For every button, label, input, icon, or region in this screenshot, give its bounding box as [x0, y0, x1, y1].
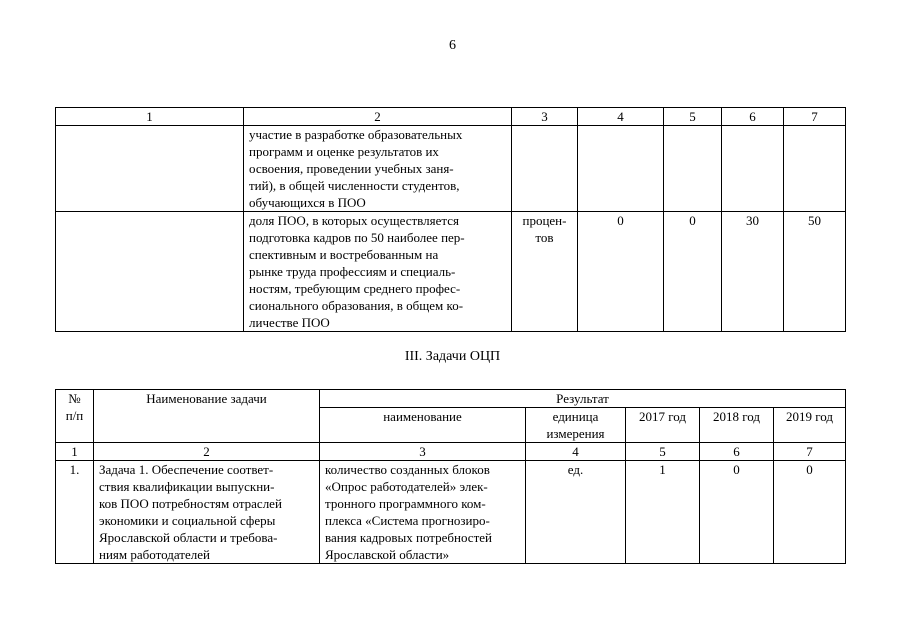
value-2018: 0	[700, 461, 774, 564]
text-line: вания кадровых потребностей	[325, 530, 492, 545]
value-cell: 30	[722, 212, 784, 332]
indicator-name	[244, 212, 512, 332]
text-line: плекса «Система прогнозиро-	[325, 513, 490, 528]
text-line: Ярославской области и требова-	[99, 530, 278, 545]
text-line: сионального образования, в общем ко-	[249, 298, 464, 313]
unit-cell	[512, 126, 578, 212]
empty-cell	[56, 212, 244, 332]
value-cell	[722, 126, 784, 212]
header-cell: 2	[244, 108, 512, 126]
text-line: подготовка кадров по 50 наиболее пер-	[249, 230, 465, 245]
header-year-2019: 2019 год	[774, 408, 846, 443]
header-cell: 7	[784, 108, 846, 126]
text-line: ков ПОО потребностям отраслей	[99, 496, 282, 511]
tasks-table	[55, 389, 846, 564]
header-year-2017: 2017 год	[626, 408, 700, 443]
text-line: личестве ПОО	[249, 315, 330, 330]
text-line: п/п	[65, 408, 84, 423]
header-cell: 3	[512, 108, 578, 126]
header-result: Результат	[320, 390, 846, 408]
table-row	[56, 212, 846, 332]
result-name	[320, 461, 526, 564]
unit-cell	[512, 212, 578, 332]
indicators-table-continuation	[55, 107, 846, 332]
text-line: Задача 1. Обеспечение соответ-	[99, 462, 274, 477]
header-task-name: Наименование задачи	[94, 390, 320, 443]
text-line: спективным и востребованным на	[249, 247, 439, 262]
empty-cell	[56, 126, 244, 212]
header-cell: 6	[722, 108, 784, 126]
text-line: освоения, проведении учебных заня-	[249, 161, 454, 176]
section-title: III. Задачи ОЦП	[404, 349, 501, 364]
page-number: 6	[449, 38, 456, 53]
text-line: участие в разработке образовательных	[249, 127, 463, 142]
table-row	[56, 461, 846, 564]
text-line: тов	[535, 230, 554, 245]
unit-cell: ед.	[526, 461, 626, 564]
header-number	[56, 390, 94, 443]
value-cell: 0	[664, 212, 722, 332]
header-unit	[526, 408, 626, 443]
column-number: 4	[526, 443, 626, 461]
text-line: обучающихся в ПОО	[249, 195, 366, 210]
text-line: количество созданных блоков	[325, 462, 490, 477]
text-line: рынке труда профессиям и специаль-	[249, 264, 456, 279]
text-line: №	[68, 391, 81, 406]
text-line: «Опрос работодателей» элек-	[325, 479, 488, 494]
text-line: единица	[552, 409, 599, 424]
indicator-name	[244, 126, 512, 212]
text-line: экономики и социальной сферы	[99, 513, 276, 528]
header-cell: 4	[578, 108, 664, 126]
text-line: программ и оценке результатов их	[249, 144, 439, 159]
row-number: 1.	[56, 461, 94, 564]
text-line: ствия квалификации выпускни-	[99, 479, 275, 494]
text-line: процен-	[522, 213, 567, 228]
text-line: тий), в общей численности студентов,	[249, 178, 460, 193]
column-numbers-row	[56, 443, 846, 461]
text-line: тронного программного ком-	[325, 496, 486, 511]
value-2019: 0	[774, 461, 846, 564]
text-line: ниям работодателей	[99, 547, 210, 562]
header-cell: 1	[56, 108, 244, 126]
column-number: 6	[700, 443, 774, 461]
value-cell: 50	[784, 212, 846, 332]
column-number: 2	[94, 443, 320, 461]
text-line: ностям, требующим среднего профес-	[249, 281, 461, 296]
table-header-row	[56, 390, 846, 408]
header-name: наименование	[320, 408, 526, 443]
column-number: 3	[320, 443, 526, 461]
value-cell: 0	[578, 212, 664, 332]
table-row	[56, 126, 846, 212]
column-number: 5	[626, 443, 700, 461]
value-cell	[664, 126, 722, 212]
text-line: доля ПОО, в которых осуществляется	[249, 213, 459, 228]
column-number: 7	[774, 443, 846, 461]
column-number: 1	[56, 443, 94, 461]
value-cell	[578, 126, 664, 212]
value-cell	[784, 126, 846, 212]
table-header-row	[56, 108, 846, 126]
header-cell: 5	[664, 108, 722, 126]
text-line: Ярославской области»	[325, 547, 450, 562]
header-year-2018: 2018 год	[700, 408, 774, 443]
task-name	[94, 461, 320, 564]
value-2017: 1	[626, 461, 700, 564]
text-line: измерения	[546, 426, 605, 441]
